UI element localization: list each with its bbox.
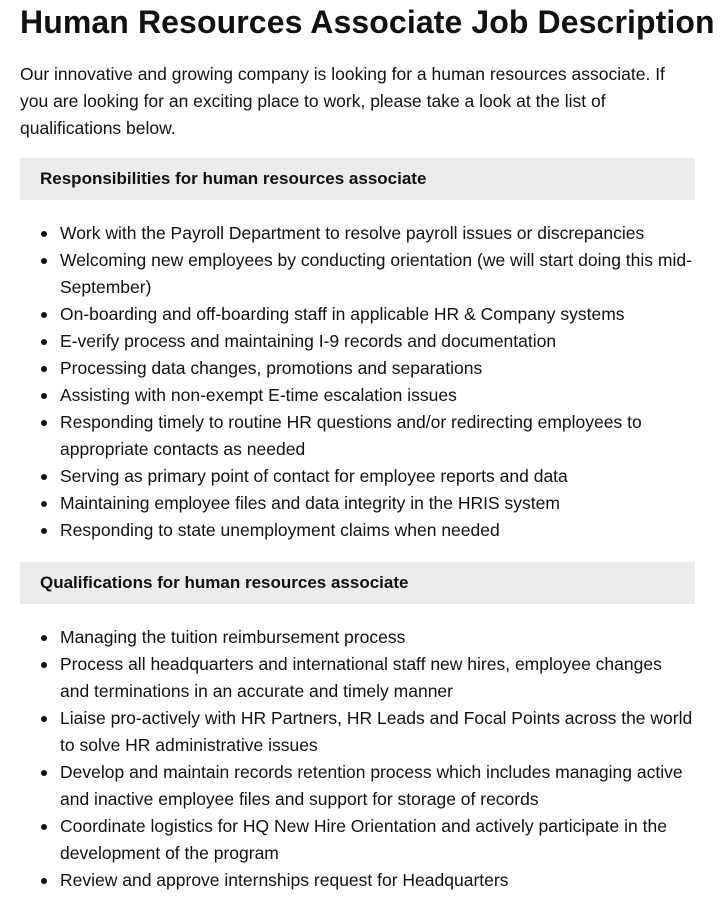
list-item: Responding timely to routine HR questions and/or redirecting employees to appropriate contacts as needed — [20, 409, 695, 463]
list-item: Develop and maintain records retention process which includes managing active and inactive employee files and support for storage of records — [20, 759, 695, 813]
list-item: Managing the tuition reimbursement process — [20, 624, 695, 651]
intro-paragraph: Our innovative and growing company is looking for a human resources associate. If you are looking for an exciting place to work, please take a look at the list of qualifications below. — [20, 64, 665, 138]
job-description-page — [20, 0, 715, 894]
list-item: E-verify process and maintaining I-9 records and documentation — [20, 328, 695, 355]
qualifications-heading: Qualifications for human resources associate — [20, 562, 695, 604]
responsibilities-heading: Responsibilities for human resources associate — [20, 158, 695, 200]
list-item: Responding to state unemployment claims when needed — [20, 517, 695, 544]
responsibilities-list — [20, 220, 695, 544]
list-item: Processing data changes, promotions and separations — [20, 355, 695, 382]
list-item: Coordinate logistics for HQ New Hire Orientation and actively participate in the development of the program — [20, 813, 695, 867]
page-title: Human Resources Associate Job Description — [20, 4, 715, 40]
list-item: Process all headquarters and international staff new hires, employee changes and terminations in an accurate and timely manner — [20, 651, 695, 705]
list-item: Serving as primary point of contact for employee reports and data — [20, 463, 695, 490]
list-item: Assisting with non-exempt E-time escalation issues — [20, 382, 695, 409]
list-item: Work with the Payroll Department to resolve payroll issues or discrepancies — [20, 220, 695, 247]
list-item: Maintaining employee files and data integrity in the HRIS system — [20, 490, 695, 517]
list-item: Welcoming new employees by conducting orientation (we will start doing this mid-September) — [20, 247, 695, 301]
list-item: On-boarding and off-boarding staff in applicable HR & Company systems — [20, 301, 695, 328]
qualifications-list — [20, 624, 695, 894]
list-item: Review and approve internships request for Headquarters — [20, 867, 695, 894]
list-item: Liaise pro-actively with HR Partners, HR Leads and Focal Points across the world to solve HR administrative issues — [20, 705, 695, 759]
